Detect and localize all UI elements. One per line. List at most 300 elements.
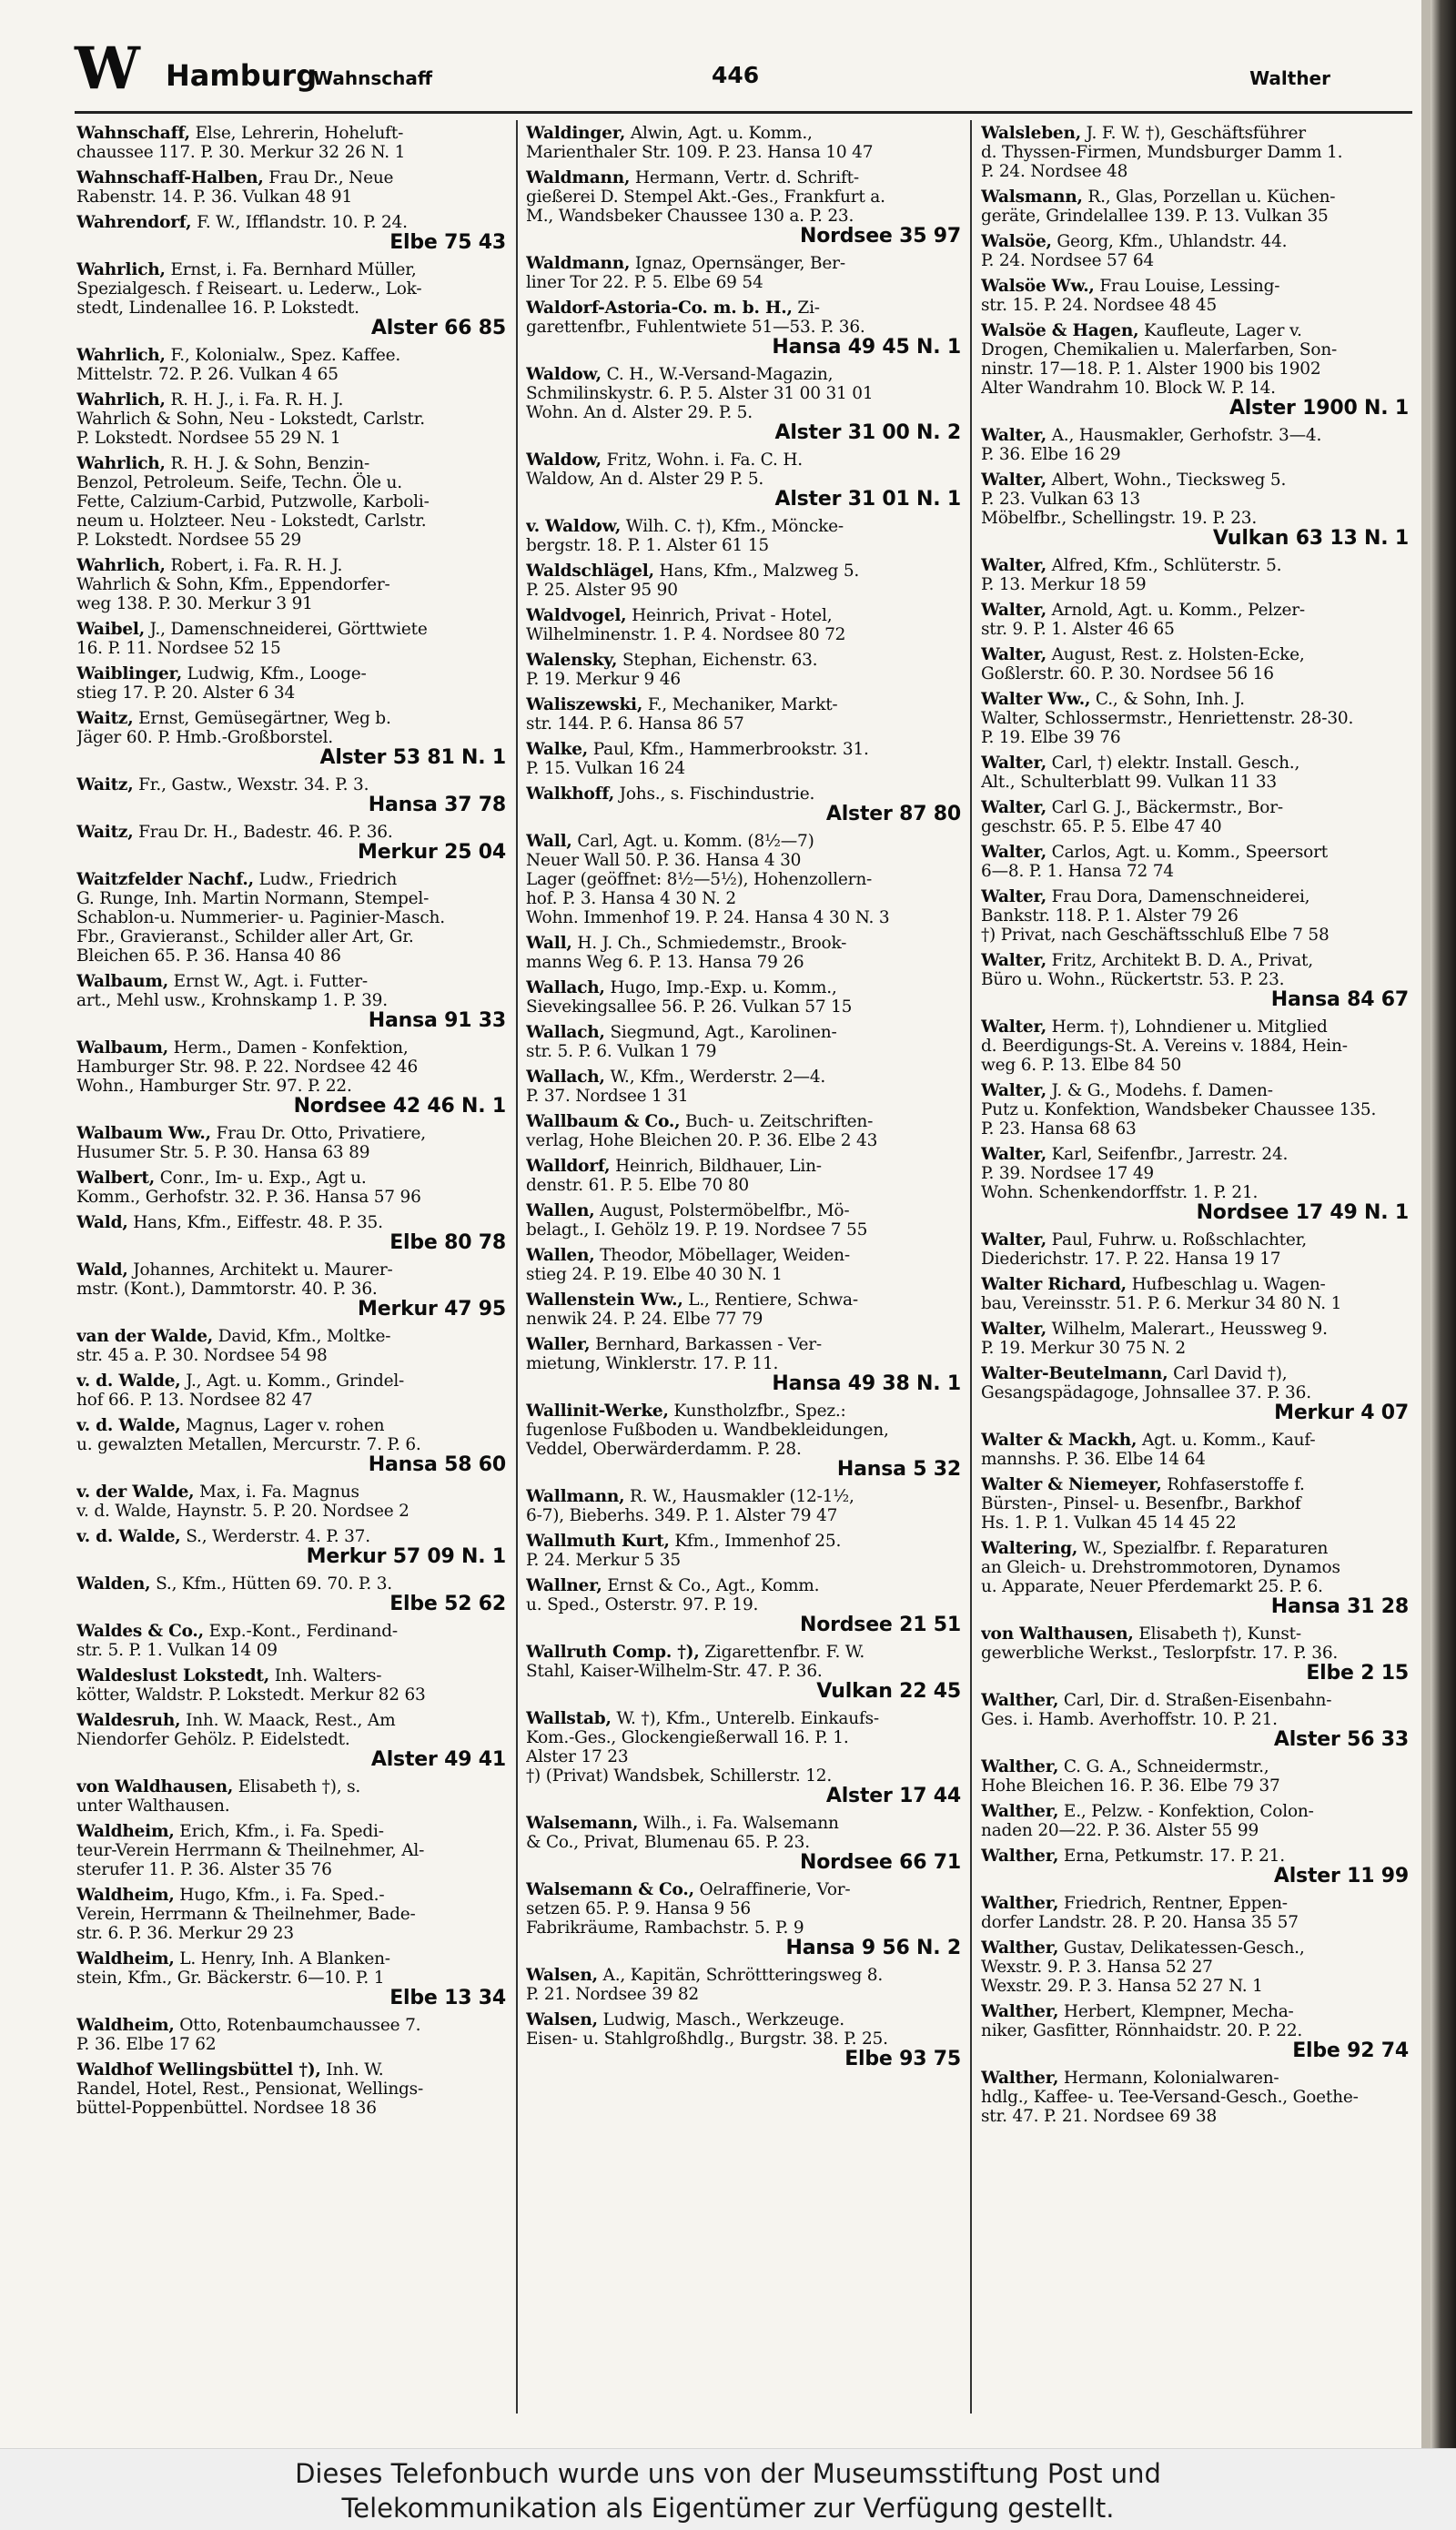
- entry-detail-line: Elbe 2 15: [1306, 1662, 1409, 1685]
- directory-entry: [981, 1431, 1409, 1469]
- entry-name-line: Walter Ww., C., & Sohn, Inh. J.: [981, 690, 1245, 709]
- entry-name-line: Wald, Hans, Kfm., Eiffestr. 48. P. 35.: [76, 1213, 383, 1232]
- entry-name: Walter & Mackh,: [981, 1431, 1138, 1450]
- entry-name-line: Walter, Frau Dora, Damenschneiderei,: [981, 887, 1310, 906]
- entry-name: Walkhoff,: [526, 784, 614, 804]
- entry-detail-line: Verein, Herrmann & Theilnehmer, Bade-: [76, 1905, 416, 1924]
- directory-column-1: [76, 124, 506, 2417]
- entry-detail-line: P. 13. Merkur 18 59: [981, 575, 1147, 594]
- directory-entry: [981, 277, 1409, 315]
- entry-name: Walter,: [981, 1320, 1046, 1339]
- entry-detail-line: mietung, Winklerstr. 17. P. 11.: [526, 1354, 779, 1373]
- entry-detail-line: Marienthaler Str. 109. P. 23. Hansa 10 47: [526, 143, 874, 162]
- entry-name-line: Wallner, Ernst & Co., Agt., Komm.: [526, 1576, 820, 1595]
- directory-entry: [76, 972, 506, 1032]
- entry-detail-line: Merkur 47 95: [358, 1298, 506, 1321]
- entry-name: Walter,: [981, 556, 1046, 575]
- entry-detail-line: Vulkan 63 13 N. 1: [1212, 527, 1409, 550]
- entry-name-line: v. Waldow, Wilh. C. †), Kfm., Möncke-: [526, 517, 844, 536]
- entry-name-line: Wallach, Siegmund, Agt., Karolinen-: [526, 1023, 837, 1042]
- entry-name-line: Waibel, J., Damenschneiderei, Görttwiete: [76, 620, 428, 639]
- entry-name-line: Waldeslust Lokstedt, Inh. Walters-: [76, 1666, 382, 1685]
- directory-entry: [76, 1483, 506, 1521]
- entry-detail-line: ninstr. 17—18. P. 1. Alster 1900 bis 1902: [981, 359, 1321, 379]
- entry-name-line: Waldes & Co., Exp.-Kont., Ferdinand-: [76, 1622, 398, 1641]
- entry-detail-line: d. Thyssen-Firmen, Mundsburger Damm 1.: [981, 143, 1343, 162]
- entry-name-line: Waitz, Fr., Gastw., Wexstr. 34. P. 3.: [76, 775, 369, 794]
- entry-name: Wahnschaff-Halben,: [76, 168, 264, 187]
- entry-detail-line: Schmilinskystr. 6. P. 5. Alster 31 00 31 01: [526, 384, 874, 403]
- entry-name: Waitz,: [76, 709, 134, 728]
- entry-name-line: Walther, Carl, Dir. d. Straßen-Eisenbahn-: [981, 1691, 1332, 1710]
- entry-name-line: Wahrlich, F., Kolonialw., Spez. Kaffee.: [76, 346, 401, 365]
- entry-detail-line: art., Mehl usw., Krohnskamp 1. P. 39.: [76, 991, 388, 1010]
- entry-name-line: Walsöe Ww., Frau Louise, Lessing-: [981, 277, 1280, 296]
- entry-detail-line: Diederichstr. 17. P. 22. Hansa 19 17: [981, 1250, 1281, 1269]
- entry-name-line: Waller, Bernhard, Barkassen - Ver-: [526, 1335, 822, 1354]
- entry-detail-line: Hansa 9 56 N. 2: [785, 1937, 961, 1959]
- entry-name: Wahrlich,: [76, 556, 166, 575]
- directory-entry: [981, 887, 1409, 945]
- directory-entry: [526, 517, 961, 555]
- directory-entry: [981, 2069, 1409, 2126]
- entry-detail-line: P. 23. Vulkan 63 13: [981, 490, 1140, 509]
- entry-detail-line: hdlg., Kaffee- u. Tee-Versand-Gesch., Goethe-: [981, 2088, 1359, 2107]
- entry-name: Waldmann,: [526, 168, 631, 187]
- entry-detail-line: Schablon-u. Nummerier- u. Paginier-Masch.: [76, 908, 445, 927]
- directory-entry: [526, 934, 961, 972]
- entry-name: Walbaum,: [76, 972, 168, 991]
- entry-name: Walsmann,: [981, 187, 1083, 207]
- entry-name-line: Wallinit-Werke, Kunstholzfbr., Spez.:: [526, 1402, 846, 1421]
- entry-name: Wahrendorf,: [76, 213, 192, 232]
- entry-detail-line: Spezialgesch. f Reiseart. u. Lederw., Lok-: [76, 279, 422, 299]
- entry-name-line: Walbert, Conr., Im- u. Exp., Agt u.: [76, 1169, 367, 1188]
- entry-detail-line: teur-Verein Herrmann & Theilnehmer, Al-: [76, 1841, 425, 1860]
- entry-detail-line: Hansa 31 28: [1270, 1595, 1409, 1618]
- entry-name-line: Walter, Herm. †), Lohndiener u. Mitglied: [981, 1017, 1328, 1037]
- entry-name: v. Waldow,: [526, 517, 622, 536]
- entry-name: Walsöe,: [981, 232, 1052, 251]
- entry-detail-line: P. Lokstedt. Nordsee 55 29: [76, 531, 302, 550]
- entry-name: Walter,: [981, 843, 1046, 862]
- entry-name-line: Wahnschaff-Halben, Frau Dr., Neue: [76, 168, 394, 187]
- entry-name: Waldinger,: [526, 124, 626, 143]
- entry-detail-line: geschstr. 65. P. 5. Elbe 47 40: [981, 817, 1222, 836]
- entry-detail-line: str. 15. P. 24. Nordsee 48 45: [981, 296, 1218, 315]
- entry-name: Wahrlich,: [76, 390, 166, 410]
- entry-detail-line: Fbr., Gravieranst., Schilder aller Art, Gr.: [76, 927, 414, 946]
- directory-entry: [76, 709, 506, 769]
- entry-name: Walldorf,: [526, 1157, 611, 1176]
- entry-detail-line: u. Sped., Osterstr. 97. P. 19.: [526, 1595, 759, 1614]
- entry-name: Wallen,: [526, 1201, 595, 1220]
- entry-name: Walensky,: [526, 651, 618, 670]
- entry-detail-line: Waldow, An d. Alster 29 P. 5.: [526, 470, 764, 489]
- directory-entry: [526, 254, 961, 292]
- directory-entry: [981, 1364, 1409, 1424]
- entry-detail-line: Alster 17 44: [825, 1785, 961, 1807]
- directory-entry: [76, 124, 506, 162]
- directory-entry: [981, 187, 1409, 226]
- entry-name: Walsemann & Co.,: [526, 1880, 694, 1899]
- directory-entry: [981, 1017, 1409, 1075]
- entry-detail-line: stein, Kfm., Gr. Bäckerstr. 6—10. P. 1: [76, 1968, 385, 1988]
- entry-name: Wahrlich,: [76, 260, 166, 279]
- entry-detail-line: Büro u. Wohn., Rückertstr. 53. P. 23.: [981, 970, 1285, 989]
- directory-entry: [76, 1124, 506, 1162]
- entry-name-line: Wahrlich, R. H. J. & Sohn, Benzin-: [76, 454, 370, 473]
- entry-detail-line: Merkur 57 09 N. 1: [306, 1545, 506, 1568]
- entry-name-line: Walsöe & Hagen, Kaufleute, Lager v.: [981, 321, 1302, 340]
- entry-name: Walter,: [981, 645, 1046, 664]
- entry-detail-line: mannshs. P. 36. Elbe 14 64: [981, 1450, 1206, 1469]
- directory-entry: [76, 1260, 506, 1321]
- entry-detail-line: P. 19. Merkur 9 46: [526, 670, 681, 689]
- entry-detail-line: Drogen, Chemikalien u. Malerfarben, Son-: [981, 340, 1338, 359]
- entry-detail-line: Wohn. Schenkendorffstr. 1. P. 21.: [981, 1183, 1259, 1202]
- directory-entry: [526, 365, 961, 444]
- entry-name: Wallach,: [526, 1023, 605, 1042]
- entry-detail-line: Sievekingsallee 56. P. 26. Vulkan 57 15: [526, 997, 853, 1017]
- entry-detail-line: Jäger 60. P. Hmb.-Großborstel.: [76, 728, 333, 747]
- entry-detail-line: Alster 17 23: [526, 1747, 629, 1766]
- entry-name: Wallstab,: [526, 1709, 612, 1728]
- entry-detail-line: Gesangspädagoge, Johnsallee 37. P. 36.: [981, 1383, 1311, 1402]
- entry-detail-line: Wexstr. 9. P. 3. Hansa 52 27: [981, 1958, 1213, 1977]
- directory-entry: [76, 213, 506, 254]
- entry-name: Walter,: [981, 1017, 1046, 1037]
- entry-detail-line: Hansa 49 45 N. 1: [772, 336, 961, 359]
- entry-detail-line: str. 5. P. 1. Vulkan 14 09: [76, 1641, 278, 1660]
- entry-detail-line: u. gewalzten Metallen, Mercurstr. 7. P. 6.: [76, 1435, 421, 1454]
- entry-detail-line: P. 15. Vulkan 16 24: [526, 759, 685, 778]
- entry-name: von Waldhausen,: [76, 1777, 234, 1796]
- entry-detail-line: Alster 49 41: [370, 1748, 506, 1771]
- directory-entry: [76, 870, 506, 966]
- entry-detail-line: 16. P. 11. Nordsee 52 15: [76, 639, 281, 658]
- entry-detail-line: Elbe 75 43: [389, 231, 506, 254]
- entry-detail-line: Veddel, Oberwärderdamm. P. 28.: [526, 1440, 802, 1459]
- entry-name-line: Waliszewski, F., Mechaniker, Markt-: [526, 695, 838, 714]
- entry-name: v. d. Walde,: [76, 1371, 181, 1391]
- entry-detail-line: Alt., Schulterblatt 99. Vulkan 11 33: [981, 773, 1278, 792]
- entry-name: v. d. Walde,: [76, 1416, 181, 1435]
- entry-detail-line: Wahrlich & Sohn, Kfm., Eppendorfer-: [76, 575, 390, 594]
- entry-detail-line: sterufer 11. P. 36. Alster 35 76: [76, 1860, 332, 1879]
- entry-name-line: Waldschlägel, Hans, Kfm., Malzweg 5.: [526, 562, 860, 581]
- entry-detail-line: chaussee 117. P. 30. Merkur 32 26 N. 1: [76, 143, 406, 162]
- directory-entry: [76, 1949, 506, 2009]
- entry-name: Waibel,: [76, 620, 145, 639]
- directory-entry: [526, 1335, 961, 1395]
- entry-name-line: Walter & Mackh, Agt. u. Komm., Kauf-: [981, 1431, 1316, 1450]
- directory-entry: [526, 1246, 961, 1284]
- entry-name-line: von Waldhausen, Elisabeth †), s.: [76, 1777, 361, 1796]
- entry-detail-line: Alster 31 01 N. 1: [774, 488, 961, 511]
- entry-detail-line: stieg 24. P. 19. Elbe 40 30 N. 1: [526, 1265, 783, 1284]
- section-letter: W: [75, 35, 140, 103]
- entry-detail-line: Alster 87 80: [825, 803, 961, 825]
- entry-detail-line: Nordsee 21 51: [799, 1614, 961, 1636]
- entry-detail-line: Hansa 49 38 N. 1: [772, 1372, 961, 1395]
- entry-detail-line: Hansa 58 60: [368, 1453, 506, 1476]
- entry-name: Walden,: [76, 1574, 151, 1594]
- page-edge: [1421, 0, 1431, 2448]
- directory-entry: [526, 1487, 961, 1525]
- entry-detail-line: Niendorfer Gehölz. P. Eidelstedt.: [76, 1730, 350, 1749]
- entry-name-line: Walter & Niemeyer, Rohfaserstoffe f.: [981, 1475, 1305, 1494]
- entry-name: Waldeslust Lokstedt,: [76, 1666, 270, 1685]
- entry-name-line: Walsmann, R., Glas, Porzellan u. Küchen-: [981, 187, 1336, 207]
- entry-name-line: Waiblinger, Ludwig, Kfm., Looge-: [76, 664, 367, 683]
- directory-entry: [526, 1880, 961, 1959]
- entry-name-line: Wallbaum & Co., Buch- u. Zeitschriften-: [526, 1112, 874, 1131]
- entry-name: Waldheim,: [76, 1822, 175, 1841]
- binding-shadow: [1431, 0, 1456, 2448]
- entry-name: Walther,: [981, 1757, 1059, 1776]
- entry-detail-line: Alster 53 81 N. 1: [319, 746, 506, 769]
- page-number: 446: [712, 62, 760, 88]
- first-entry-name: Wahnschaff: [313, 67, 433, 89]
- entry-name: Walther,: [981, 1938, 1059, 1958]
- entry-name: Walter,: [981, 1081, 1046, 1100]
- entry-name-line: von Walthausen, Elisabeth †), Kunst-: [981, 1624, 1301, 1644]
- entry-detail-line: d. Beerdigungs-St. A. Vereins v. 1884, Hein-: [981, 1037, 1348, 1056]
- entry-name: Walbaum Ww.,: [76, 1124, 211, 1143]
- entry-name: Wahnschaff,: [76, 124, 190, 143]
- directory-entry: [981, 1539, 1409, 1618]
- directory-entry: [526, 562, 961, 600]
- entry-detail-line: gießerei D. Stempel Akt.-Ges., Frankfurt a.: [526, 187, 885, 207]
- entry-detail-line: Wohn., Hamburger Str. 97. P. 22.: [76, 1077, 352, 1096]
- entry-detail-line: weg 6. P. 13. Elbe 84 50: [981, 1056, 1182, 1075]
- entry-name-line: Waldvogel, Heinrich, Privat - Hotel,: [526, 606, 833, 625]
- directory-entry: [526, 1814, 961, 1874]
- directory-entry: [76, 1666, 506, 1705]
- entry-name-line: Waldow, Fritz, Wohn. i. Fa. C. H.: [526, 450, 803, 470]
- entry-name-line: Wahnschaff, Else, Lehrerin, Hoheluft-: [76, 124, 404, 143]
- entry-detail-line: Lager (geöffnet: 8½—5½), Hohenzollern-: [526, 870, 873, 889]
- entry-name-line: Walter Richard, Hufbeschlag u. Wagen-: [981, 1275, 1326, 1294]
- entry-name: Walter,: [981, 1145, 1046, 1164]
- entry-name-line: Walter, Albert, Wohn., Tiecksweg 5.: [981, 471, 1287, 490]
- entry-name: Walsen,: [526, 2010, 598, 2029]
- entry-name-line: Waldheim, L. Henry, Inh. A Blanken-: [76, 1949, 390, 1968]
- entry-name-line: Walter, Wilhelm, Malerart., Heussweg 9.: [981, 1320, 1328, 1339]
- entry-detail-line: Merkur 4 07: [1274, 1402, 1409, 1424]
- entry-name-line: Waldorf-Astoria-Co. m. b. H., Zi-: [526, 299, 820, 318]
- entry-name: Wallruth Comp. †),: [526, 1643, 700, 1662]
- entry-name: Wald,: [76, 1260, 128, 1280]
- entry-detail-line: Nordsee 35 97: [799, 225, 961, 248]
- entry-detail-line: P. 24. Nordsee 57 64: [981, 251, 1155, 270]
- entry-detail-line: Hs. 1. P. 1. Vulkan 45 14 45 22: [981, 1513, 1237, 1533]
- entry-name: v. der Walde,: [76, 1483, 195, 1502]
- entry-detail-line: Rabenstr. 14. P. 36. Vulkan 48 91: [76, 187, 353, 207]
- entry-detail-line: †) (Privat) Wandsbek, Schillerstr. 12.: [526, 1766, 833, 1786]
- entry-name-line: Wall, Carl, Agt. u. Komm. (8½—7): [526, 832, 814, 851]
- entry-name: Wallbaum & Co.,: [526, 1112, 681, 1131]
- entry-name: Wallmann,: [526, 1487, 625, 1506]
- entry-name-line: Waldheim, Erich, Kfm., i. Fa. Spedi-: [76, 1822, 384, 1841]
- directory-column-2: [526, 124, 961, 2417]
- entry-name: Walther,: [981, 1894, 1059, 1913]
- entry-name: Walter Richard,: [981, 1275, 1127, 1294]
- entry-name-line: Walke, Paul, Kfm., Hammerbrookstr. 31.: [526, 740, 869, 759]
- directory-entry: [76, 346, 506, 384]
- entry-name-line: Walbaum Ww., Frau Dr. Otto, Privatiere,: [76, 1124, 426, 1143]
- entry-detail-line: Alter Wandrahm 10. Block W. P. 14.: [981, 379, 1276, 398]
- entry-detail-line: Möbelfbr., Schellingstr. 19. P. 23.: [981, 509, 1258, 528]
- entry-detail-line: Merkur 25 04: [358, 841, 506, 864]
- entry-detail-line: Hansa 37 78: [368, 794, 506, 816]
- entry-detail-line: gewerbliche Werkst., Teslorpfstr. 17. P. 36.: [981, 1644, 1339, 1663]
- entry-name-line: Walther, Hermann, Kolonialwaren-: [981, 2069, 1279, 2088]
- directory-entry: [526, 124, 961, 162]
- entry-detail-line: Stahl, Kaiser-Wilhelm-Str. 47. P. 36.: [526, 1662, 823, 1681]
- directory-entry: [526, 1532, 961, 1570]
- directory-entry: [981, 232, 1409, 270]
- entry-detail-line: Putz u. Konfektion, Wandsbeker Chaussee 135.: [981, 1100, 1377, 1119]
- entry-name-line: Waitzfelder Nachf., Ludw., Friedrich: [76, 870, 398, 889]
- entry-name-line: Walsemann, Wilh., i. Fa. Walsemann: [526, 1814, 839, 1833]
- entry-name: Wallner,: [526, 1576, 602, 1595]
- entry-name-line: Waldinger, Alwin, Agt. u. Komm.,: [526, 124, 813, 143]
- entry-name-line: Walensky, Stephan, Eichenstr. 63.: [526, 651, 818, 670]
- entry-name: Walke,: [526, 740, 589, 759]
- directory-entry: [526, 1290, 961, 1329]
- entry-name: Walsemann,: [526, 1814, 639, 1833]
- directory-entry: [981, 1320, 1409, 1358]
- entry-name: Wallmuth Kurt,: [526, 1532, 670, 1551]
- entry-name: Waltering,: [981, 1539, 1078, 1558]
- directory-entry: [526, 1402, 961, 1481]
- directory-entry: [76, 168, 506, 207]
- entry-name-line: Walter-Beutelmann, Carl David †),: [981, 1364, 1288, 1383]
- column-divider: [970, 120, 972, 2414]
- directory-entry: [76, 1416, 506, 1476]
- entry-detail-line: Fette, Calzium-Carbid, Putzwolle, Karboli-: [76, 492, 430, 511]
- entry-detail-line: neum u. Holzteer. Neu - Lokstedt, Carlstr.: [76, 511, 427, 531]
- entry-name-line: Walkhoff, Johs., s. Fischindustrie.: [526, 784, 815, 804]
- entry-name-line: Waldmann, Ignaz, Opernsänger, Ber-: [526, 254, 845, 273]
- directory-entry: [526, 1068, 961, 1106]
- entry-name-line: Walsemann & Co., Oelraffinerie, Vor-: [526, 1880, 851, 1899]
- entry-detail-line: str. 45 a. P. 30. Nordsee 54 98: [76, 1346, 328, 1365]
- entry-detail-line: niker, Gasfitter, Rönnhaidstr. 20. P. 22.: [981, 2021, 1303, 2040]
- directory-entry: [981, 1081, 1409, 1138]
- directory-entry: [76, 556, 506, 613]
- entry-detail-line: str. 5. P. 6. Vulkan 1 79: [526, 1042, 717, 1061]
- directory-entry: [76, 1527, 506, 1568]
- entry-name: Waldheim,: [76, 2016, 175, 2035]
- entry-detail-line: Neuer Wall 50. P. 36. Hansa 4 30: [526, 851, 802, 870]
- directory-entry: [76, 390, 506, 448]
- entry-name-line: v. d. Walde, J., Agt. u. Komm., Grindel-: [76, 1371, 405, 1391]
- entry-name-line: Waitz, Frau Dr. H., Badestr. 46. P. 36.: [76, 823, 393, 842]
- entry-name: Walbert,: [76, 1169, 156, 1188]
- entry-detail-line: str. 144. P. 6. Hansa 86 57: [526, 714, 744, 734]
- entry-name: Walther,: [981, 1847, 1059, 1866]
- entry-detail-line: P. 37. Nordsee 1 31: [526, 1087, 689, 1106]
- entry-name-line: Walsleben, J. F. W. †), Geschäftsführer: [981, 124, 1306, 143]
- entry-name: Walter,: [981, 601, 1046, 620]
- entry-name-line: Wahrlich, Robert, i. Fa. R. H. J.: [76, 556, 343, 575]
- entry-name-line: Wallstab, W. †), Kfm., Unterelb. Einkaufs-: [526, 1709, 879, 1728]
- entry-name-line: Wald, Johannes, Architekt u. Maurer-: [76, 1260, 393, 1280]
- entry-detail-line: setzen 65. P. 9. Hansa 9 56: [526, 1899, 751, 1918]
- entry-name: Waldschlägel,: [526, 562, 654, 581]
- entry-name-line: Waldheim, Hugo, Kfm., i. Fa. Sped.-: [76, 1886, 385, 1905]
- entry-name: Wall,: [526, 832, 572, 851]
- entry-name: von Walthausen,: [981, 1624, 1134, 1644]
- directory-entry: [526, 1201, 961, 1240]
- entry-name-line: Walden, S., Kfm., Hütten 69. 70. P. 3.: [76, 1574, 392, 1594]
- entry-detail-line: büttel-Poppenbüttel. Nordsee 18 36: [76, 2099, 377, 2118]
- entry-name-line: Wall, H. J. Ch., Schmiedemstr., Brook-: [526, 934, 847, 953]
- entry-name: Wallach,: [526, 978, 605, 997]
- entry-name-line: Walter, A., Hausmakler, Gerhofstr. 3—4.: [981, 426, 1322, 445]
- entry-name-line: Waldow, C. H., W.-Versand-Magazin,: [526, 365, 834, 384]
- entry-name: Waldesruh,: [76, 1711, 181, 1730]
- footer-line-2: Telekommunikation als Eigentümer zur Verfügung gestellt.: [341, 2493, 1115, 2524]
- directory-entry: [981, 426, 1409, 464]
- entry-detail-line: P. 23. Hansa 68 63: [981, 1119, 1137, 1138]
- entry-name-line: Waldhof Wellingsbüttel †), Inh. W.: [76, 2060, 384, 2080]
- entry-detail-line: Elbe 92 74: [1292, 2039, 1409, 2062]
- entry-name: Walsöe & Hagen,: [981, 321, 1139, 340]
- entry-detail-line: nenwik 24. P. 24. Elbe 77 79: [526, 1310, 763, 1329]
- header-rule: [75, 111, 1412, 114]
- entry-detail-line: Alster 66 85: [370, 317, 506, 339]
- directory-entry: [76, 664, 506, 703]
- last-entry-name: Walther: [1249, 67, 1330, 89]
- directory-entry: [981, 951, 1409, 1011]
- entry-detail-line: fugenlose Fußboden u. Wandbekleidungen,: [526, 1421, 889, 1440]
- directory-entry: [76, 1622, 506, 1660]
- entry-name: Waitz,: [76, 775, 134, 794]
- entry-detail-line: Elbe 80 78: [389, 1231, 506, 1254]
- city-name: Hamburg: [166, 58, 318, 93]
- entry-name-line: Walter, Carl, †) elektr. Install. Gesch.,: [981, 754, 1300, 773]
- directory-entry: [76, 823, 506, 864]
- entry-name: Waldheim,: [76, 1949, 175, 1968]
- entry-name-line: Wallmann, R. W., Hausmakler (12-1½,: [526, 1487, 854, 1506]
- directory-entry: [526, 784, 961, 825]
- entry-name: Wahrlich,: [76, 454, 166, 473]
- entry-detail-line: Ges. i. Hamb. Averhoffstr. 10. P. 21.: [981, 1710, 1278, 1729]
- entry-name-line: Wallmuth Kurt, Kfm., Immenhof 25.: [526, 1532, 842, 1551]
- directory-entry: [981, 321, 1409, 420]
- directory-entry: [981, 843, 1409, 881]
- entry-detail-line: manns Weg 6. P. 13. Hansa 79 26: [526, 953, 804, 972]
- directory-entry: [981, 798, 1409, 836]
- entry-name-line: Walbaum, Ernst W., Agt. i. Futter-: [76, 972, 368, 991]
- entry-name: Walsleben,: [981, 124, 1081, 143]
- entry-name: Walther,: [981, 1691, 1059, 1710]
- entry-detail-line: Alster 1900 N. 1: [1228, 397, 1409, 420]
- directory-entry: [981, 471, 1409, 550]
- directory-entry: [981, 556, 1409, 594]
- entry-detail-line: Fabrikräume, Rambachstr. 5. P. 9: [526, 1918, 804, 1938]
- directory-entry: [76, 454, 506, 550]
- entry-detail-line: Wohn. An d. Alster 29. P. 5.: [526, 403, 753, 422]
- entry-detail-line: Alster 56 33: [1273, 1728, 1409, 1751]
- entry-name-line: Walter, Carl G. J., Bäckermstr., Bor-: [981, 798, 1283, 817]
- entry-name: Walther,: [981, 2002, 1059, 2021]
- entry-name: Walter-Beutelmann,: [981, 1364, 1168, 1383]
